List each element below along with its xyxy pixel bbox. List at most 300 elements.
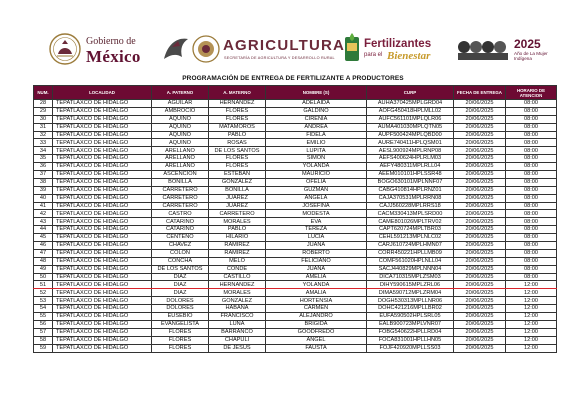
cell-a-materno: HABANA — [209, 305, 266, 313]
cell-curp: AEFS400624HPLRLM03 — [367, 155, 454, 163]
cell-horario: 12:00 — [506, 328, 557, 336]
cell-a-paterno: CARRETERO — [152, 202, 209, 210]
cell-num: 57 — [34, 328, 53, 336]
cell-fecha-entrega: 20/06/2025 — [454, 336, 506, 344]
cell-nombre: AMALIA — [266, 289, 367, 297]
cell-fecha-entrega: 20/06/2025 — [454, 100, 506, 108]
cell-horario: 08:00 — [506, 123, 557, 131]
cell-num: 52 — [34, 289, 53, 297]
column-header-horario: HORARIO DE ATENCION — [506, 86, 557, 100]
cell-fecha-entrega: 20/06/2025 — [454, 313, 506, 321]
cell-nombre: ANDREA — [266, 123, 367, 131]
cell-horario: 08:00 — [506, 178, 557, 186]
cell-localidad: TEPATLAXCO DE HIDALGO — [53, 155, 152, 163]
cell-a-materno: CHAPULI — [209, 336, 266, 344]
cell-horario: 08:00 — [506, 202, 557, 210]
cell-a-paterno: AQUINO — [152, 115, 209, 123]
table-row — [34, 297, 557, 305]
cell-localidad: TEPATLAXCO DE HIDALGO — [53, 163, 152, 171]
cell-fecha-entrega: 20/06/2025 — [454, 273, 506, 281]
cell-a-paterno: DE LOS SANTOS — [152, 265, 209, 273]
cell-localidad: TEPATLAXCO DE HIDALGO — [53, 273, 152, 281]
cell-a-materno: GONZALEZ — [209, 178, 266, 186]
cell-localidad: TEPATLAXCO DE HIDALGO — [53, 100, 152, 108]
cell-a-materno: RAMIREZ — [209, 242, 266, 250]
column-header-a-paterno: A. PATERNO — [152, 86, 209, 100]
cell-fecha-entrega: 20/06/2025 — [454, 226, 506, 234]
table-row — [34, 171, 557, 179]
cell-curp: CORR450221HPLLMB09 — [367, 249, 454, 257]
cell-curp: FOJF420920MPLLSS03 — [367, 344, 454, 352]
cell-a-materno: FLORES — [209, 107, 266, 115]
fertilizer-bag-icon — [343, 33, 361, 63]
table-body — [34, 100, 557, 353]
cell-a-paterno: AGUILAR — [152, 100, 209, 108]
cell-a-materno: HERNANDEZ — [209, 281, 266, 289]
cell-a-materno: CONDE — [209, 265, 266, 273]
cell-a-paterno: CARRETERO — [152, 186, 209, 194]
cell-num: 40 — [34, 194, 53, 202]
table-row — [34, 289, 557, 297]
cell-nombre: SIMON — [266, 155, 367, 163]
fertilizantes-bienestar-logo — [343, 28, 455, 78]
cell-nombre: MODESTA — [266, 210, 367, 218]
cell-nombre: CIRENIA — [266, 115, 367, 123]
cell-localidad: TEPATLAXCO DE HIDALGO — [53, 328, 152, 336]
table-row — [34, 328, 557, 336]
cell-fecha-entrega: 20/06/2025 — [454, 257, 506, 265]
cell-horario: 08:00 — [506, 234, 557, 242]
cell-curp: CAJA370531MPLRRN08 — [367, 194, 454, 202]
cell-a-paterno: ARELLANO — [152, 155, 209, 163]
cell-horario: 08:00 — [506, 249, 557, 257]
cell-num: 35 — [34, 155, 53, 163]
cell-a-paterno: AQUINO — [152, 131, 209, 139]
cell-num: 45 — [34, 234, 53, 242]
cell-fecha-entrega: 20/06/2025 — [454, 249, 506, 257]
cell-localidad: TEPATLAXCO DE HIDALGO — [53, 249, 152, 257]
cell-localidad: TEPATLAXCO DE HIDALGO — [53, 202, 152, 210]
table-row — [34, 163, 557, 171]
cell-localidad: TEPATLAXCO DE HIDALGO — [53, 265, 152, 273]
cell-curp: CARJ610724MPLHMN07 — [367, 242, 454, 250]
cell-localidad: TEPATLAXCO DE HIDALGO — [53, 289, 152, 297]
cell-num: 49 — [34, 265, 53, 273]
cell-localidad: TEPATLAXCO DE HIDALGO — [53, 218, 152, 226]
cell-fecha-entrega: 20/06/2025 — [454, 171, 506, 179]
cell-localidad: TEPATLAXCO DE HIDALGO — [53, 242, 152, 250]
cell-num: 42 — [34, 210, 53, 218]
gobierno-line1: Gobierno de — [86, 36, 136, 47]
cell-num: 30 — [34, 115, 53, 123]
cell-fecha-entrega: 20/06/2025 — [454, 305, 506, 313]
cell-curp: DIHY590615MPLZRL06 — [367, 281, 454, 289]
cell-fecha-entrega: 20/06/2025 — [454, 115, 506, 123]
table-row — [34, 155, 557, 163]
cell-a-materno: CARRETERO — [209, 210, 266, 218]
column-header-num: NUM. — [34, 86, 53, 100]
cell-num: 32 — [34, 131, 53, 139]
cell-nombre: GUZMAN — [266, 186, 367, 194]
table-row — [34, 265, 557, 273]
cell-num: 53 — [34, 297, 53, 305]
agricultura-seal-icon — [191, 34, 221, 64]
gobierno-line2: México — [86, 47, 141, 66]
cell-a-paterno: CENTENO — [152, 234, 209, 242]
cell-a-materno: BARRANCO — [209, 328, 266, 336]
cell-fecha-entrega: 20/06/2025 — [454, 328, 506, 336]
cell-a-paterno: CONCHA — [152, 257, 209, 265]
cell-a-materno: JUAREZ — [209, 194, 266, 202]
table-row — [34, 147, 557, 155]
cell-curp: AUHA370425MPLGRD04 — [367, 100, 454, 108]
cell-curp: FOBG540622HPLLRD04 — [367, 328, 454, 336]
cell-a-paterno: EUSEBIO — [152, 313, 209, 321]
table-row — [34, 210, 557, 218]
cell-nombre: HORTENSIA — [266, 297, 367, 305]
cell-num: 56 — [34, 320, 53, 328]
cell-a-paterno: EVANGELISTA — [152, 320, 209, 328]
cell-curp: EUFA590502HPLSRL05 — [367, 313, 454, 321]
cell-localidad: TEPATLAXCO DE HIDALGO — [53, 123, 152, 131]
cell-fecha-entrega: 20/06/2025 — [454, 163, 506, 171]
cell-horario: 12:00 — [506, 305, 557, 313]
table-row — [34, 320, 557, 328]
agricultura-title: AGRICULTURA — [223, 37, 346, 54]
table-row — [34, 100, 557, 108]
cell-curp: AURE740411HPLQSM01 — [367, 139, 454, 147]
cell-num: 43 — [34, 218, 53, 226]
cell-horario: 12:00 — [506, 344, 557, 352]
cell-curp: AOFG450418HPLMLL02 — [367, 107, 454, 115]
cell-a-materno: MATAMOROS — [209, 123, 266, 131]
document-title: PROGRAMACIÓN DE ENTREGA DE FERTILIZANTE A PRODUCTORES — [182, 75, 404, 82]
cell-a-paterno: AMBROCIO — [152, 107, 209, 115]
cell-a-materno: GONZALEZ — [209, 297, 266, 305]
table-header-row — [34, 86, 557, 100]
cell-a-paterno: BONILLA — [152, 178, 209, 186]
cell-curp: AESL900924MPLRNP08 — [367, 147, 454, 155]
cell-a-paterno: COLON — [152, 249, 209, 257]
cell-fecha-entrega: 20/06/2025 — [454, 320, 506, 328]
cell-fecha-entrega: 20/06/2025 — [454, 155, 506, 163]
cell-a-paterno: FLORES — [152, 328, 209, 336]
cell-fecha-entrega: 20/06/2025 — [454, 139, 506, 147]
table-row — [34, 273, 557, 281]
logo-header — [0, 28, 586, 78]
cell-a-materno: MORALES — [209, 289, 266, 297]
cell-nombre: ALEJANDRO — [266, 313, 367, 321]
mujer-indigena-2025-logo — [456, 28, 576, 78]
cell-horario: 08:00 — [506, 100, 557, 108]
cell-horario: 08:00 — [506, 218, 557, 226]
cell-a-paterno: ARELLANO — [152, 163, 209, 171]
cell-horario: 12:00 — [506, 297, 557, 305]
eagle-emblem-icon — [160, 33, 192, 65]
cell-horario: 12:00 — [506, 289, 557, 297]
cell-a-paterno: AQUINO — [152, 123, 209, 131]
indigenous-women-faces-icon — [456, 37, 510, 61]
cell-horario: 08:00 — [506, 107, 557, 115]
cell-num: 41 — [34, 202, 53, 210]
cell-a-materno: HERNANDEZ — [209, 100, 266, 108]
cell-nombre: FAUSTA — [266, 344, 367, 352]
cell-nombre: ADELAIDA — [266, 100, 367, 108]
cell-a-paterno: CHAVEZ — [152, 242, 209, 250]
cell-horario: 08:00 — [506, 273, 557, 281]
cell-nombre: LUPITA — [266, 147, 367, 155]
cell-localidad: TEPATLAXCO DE HIDALGO — [53, 194, 152, 202]
cell-fecha-entrega: 20/06/2025 — [454, 218, 506, 226]
cell-horario: 12:00 — [506, 336, 557, 344]
cell-num: 55 — [34, 313, 53, 321]
cell-a-paterno: CASTRO — [152, 210, 209, 218]
cell-a-materno: MORALES — [209, 218, 266, 226]
table-row — [34, 344, 557, 352]
delivery-schedule-table — [33, 85, 557, 353]
cell-a-materno: LUNA — [209, 320, 266, 328]
cell-localidad: TEPATLAXCO DE HIDALGO — [53, 186, 152, 194]
cell-nombre: LUCIA — [266, 234, 367, 242]
cell-horario: 08:00 — [506, 163, 557, 171]
cell-localidad: TEPATLAXCO DE HIDALGO — [53, 226, 152, 234]
cell-num: 33 — [34, 139, 53, 147]
cell-a-materno: FLORES — [209, 163, 266, 171]
cell-fecha-entrega: 20/06/2025 — [454, 344, 506, 352]
cell-localidad: TEPATLAXCO DE HIDALGO — [53, 131, 152, 139]
cell-curp: CABG410814HPLRNZ01 — [367, 186, 454, 194]
cell-curp: COMF561020HPLNLL04 — [367, 257, 454, 265]
cell-fecha-entrega: 20/06/2025 — [454, 107, 506, 115]
cell-num: 44 — [34, 226, 53, 234]
cell-nombre: JUANA — [266, 242, 367, 250]
cell-a-materno: RAMIREZ — [209, 249, 266, 257]
cell-localidad: TEPATLAXCO DE HIDALGO — [53, 344, 152, 352]
cell-a-materno: BONILLA — [209, 186, 266, 194]
table-row — [34, 234, 557, 242]
cell-a-paterno: ARELLANO — [152, 147, 209, 155]
column-header-curp: CURP — [367, 86, 454, 100]
cell-a-paterno: FLORES — [152, 344, 209, 352]
cell-nombre: ANGEL — [266, 336, 367, 344]
cell-a-materno: FLORES — [209, 155, 266, 163]
cell-nombre: EMILIO — [266, 139, 367, 147]
table-row — [34, 218, 557, 226]
table-row — [34, 186, 557, 194]
cell-num: 36 — [34, 163, 53, 171]
cell-nombre: FELICIANO — [266, 257, 367, 265]
column-header-a-materno: A. MATERNO — [209, 86, 266, 100]
cell-localidad: TEPATLAXCO DE HIDALGO — [53, 320, 152, 328]
table-row — [34, 313, 557, 321]
cell-fecha-entrega: 20/06/2025 — [454, 265, 506, 273]
cell-a-materno: JUAREZ — [209, 202, 266, 210]
cell-curp: AEFY480311MPLRLL04 — [367, 163, 454, 171]
cell-num: 34 — [34, 147, 53, 155]
cell-nombre: BRIGIDA — [266, 320, 367, 328]
cell-a-paterno: AQUINO — [152, 139, 209, 147]
cell-localidad: TEPATLAXCO DE HIDALGO — [53, 234, 152, 242]
table-row — [34, 131, 557, 139]
cell-horario: 08:00 — [506, 242, 557, 250]
national-seal-icon — [48, 32, 82, 66]
cell-nombre: YOLANDA — [266, 163, 367, 171]
cell-horario: 08:00 — [506, 186, 557, 194]
cell-nombre: AMELIA — [266, 273, 367, 281]
cell-localidad: TEPATLAXCO DE HIDALGO — [53, 147, 152, 155]
cell-nombre: TEREZA — [266, 226, 367, 234]
cell-num: 38 — [34, 178, 53, 186]
cell-num: 37 — [34, 171, 53, 179]
cell-nombre: OFELIA — [266, 178, 367, 186]
cell-horario: 08:00 — [506, 210, 557, 218]
column-header-nombre: NOMBRE (S) — [266, 86, 367, 100]
cell-nombre: CARMEN — [266, 305, 367, 313]
cell-curp: SACJ440829MPLNNN04 — [367, 265, 454, 273]
cell-horario: 08:00 — [506, 115, 557, 123]
cell-localidad: TEPATLAXCO DE HIDALGO — [53, 257, 152, 265]
cell-localidad: TEPATLAXCO DE HIDALGO — [53, 297, 152, 305]
cell-a-materno: ESTEBAN — [209, 171, 266, 179]
cell-horario: 08:00 — [506, 147, 557, 155]
cell-horario: 08:00 — [506, 265, 557, 273]
cell-nombre: GALDINO — [266, 107, 367, 115]
cell-horario: 08:00 — [506, 155, 557, 163]
mujer-caption: Año de La Mujer Indígena — [514, 51, 548, 62]
cell-a-materno: FLORES — [209, 115, 266, 123]
fertilizantes-line3: Bienestar — [387, 50, 431, 62]
cell-localidad: TEPATLAXCO DE HIDALGO — [53, 178, 152, 186]
table-row — [34, 257, 557, 265]
cell-horario: 08:00 — [506, 171, 557, 179]
cell-a-paterno: FLORES — [152, 336, 209, 344]
cell-horario: 08:00 — [506, 194, 557, 202]
cell-nombre: JUANA — [266, 265, 367, 273]
cell-curp: CAJJ560228MPLRRS18 — [367, 202, 454, 210]
cell-localidad: TEPATLAXCO DE HIDALGO — [53, 210, 152, 218]
cell-nombre: JOSEFINA — [266, 202, 367, 210]
cell-curp: FOCA831001HPLLHN05 — [367, 336, 454, 344]
cell-curp: AUMA401030MPLQTN05 — [367, 123, 454, 131]
table-row — [34, 139, 557, 147]
cell-curp: DIMA590712MPLZRM04 — [367, 289, 454, 297]
cell-curp: CAME801026MPLTRV02 — [367, 218, 454, 226]
cell-num: 28 — [34, 100, 53, 108]
cell-curp: EALB900723MPLVNR07 — [367, 320, 454, 328]
cell-num: 31 — [34, 123, 53, 131]
cell-curp: AUFC561101MPLQLR06 — [367, 115, 454, 123]
cell-curp: CEHL591213MPLNLC02 — [367, 234, 454, 242]
cell-a-paterno: DIAZ — [152, 289, 209, 297]
gobierno-de-mexico-logo — [48, 28, 188, 78]
column-header-fecha-entrega: FECHA DE ENTREGA — [454, 86, 506, 100]
cell-curp: DOGH530313MPLLNR06 — [367, 297, 454, 305]
cell-num: 46 — [34, 242, 53, 250]
cell-a-materno: MELO — [209, 257, 266, 265]
table-row — [34, 123, 557, 131]
cell-fecha-entrega: 20/06/2025 — [454, 202, 506, 210]
cell-horario: 12:00 — [506, 281, 557, 289]
cell-a-materno: FRANCISCO — [209, 313, 266, 321]
cell-curp: CACM330413MPLSRD00 — [367, 210, 454, 218]
cell-nombre: MAURICIO — [266, 171, 367, 179]
cell-localidad: TEPATLAXCO DE HIDALGO — [53, 336, 152, 344]
agricultura-logo — [191, 28, 346, 78]
cell-horario: 08:00 — [506, 131, 557, 139]
cell-horario: 12:00 — [506, 313, 557, 321]
cell-a-materno: DE LOS SANTOS — [209, 147, 266, 155]
cell-horario: 12:00 — [506, 320, 557, 328]
cell-curp: AEEM010101HPLSSR48 — [367, 171, 454, 179]
fertilizantes-line1: Fertilizantes — [364, 38, 432, 50]
mujer-year: 2025 — [514, 37, 541, 51]
cell-a-paterno: ASCENCION — [152, 171, 209, 179]
table-row — [34, 178, 557, 186]
cell-a-paterno: DOLORES — [152, 297, 209, 305]
cell-horario: 08:00 — [506, 139, 557, 147]
table-row — [34, 194, 557, 202]
cell-num: 58 — [34, 336, 53, 344]
cell-nombre: ANGELA — [266, 194, 367, 202]
cell-curp: AUPF500424MPLQBD00 — [367, 131, 454, 139]
cell-fecha-entrega: 20/06/2025 — [454, 131, 506, 139]
cell-a-paterno: DIAZ — [152, 281, 209, 289]
cell-a-paterno: CARRETERO — [152, 194, 209, 202]
cell-nombre: GOODFREDO — [266, 328, 367, 336]
cell-fecha-entrega: 20/06/2025 — [454, 242, 506, 250]
cell-fecha-entrega: 20/06/2025 — [454, 234, 506, 242]
cell-fecha-entrega: 20/06/2025 — [454, 297, 506, 305]
cell-localidad: TEPATLAXCO DE HIDALGO — [53, 115, 152, 123]
cell-localidad: TEPATLAXCO DE HIDALGO — [53, 139, 152, 147]
cell-num: 29 — [34, 107, 53, 115]
cell-horario: 08:00 — [506, 257, 557, 265]
cell-localidad: TEPATLAXCO DE HIDALGO — [53, 171, 152, 179]
table-row — [34, 336, 557, 344]
cell-a-paterno: DIAZ — [152, 273, 209, 281]
cell-fecha-entrega: 20/06/2025 — [454, 186, 506, 194]
cell-fecha-entrega: 20/06/2025 — [454, 210, 506, 218]
cell-localidad: TEPATLAXCO DE HIDALGO — [53, 305, 152, 313]
cell-fecha-entrega: 20/06/2025 — [454, 178, 506, 186]
cell-a-materno: ROSAS — [209, 139, 266, 147]
cell-a-materno: CASTILLO — [209, 273, 266, 281]
cell-curp: DICA710315MPLZSM03 — [367, 273, 454, 281]
cell-num: 50 — [34, 273, 53, 281]
cell-num: 47 — [34, 249, 53, 257]
table-row — [34, 249, 557, 257]
cell-nombre: FIDELA — [266, 131, 367, 139]
column-header-localidad: LOCALIDAD — [53, 86, 152, 100]
cell-fecha-entrega: 20/06/2025 — [454, 147, 506, 155]
cell-fecha-entrega: 20/06/2025 — [454, 123, 506, 131]
cell-num: 59 — [34, 344, 53, 352]
table-row — [34, 115, 557, 123]
cell-a-paterno: CATARINO — [152, 226, 209, 234]
cell-num: 51 — [34, 281, 53, 289]
cell-nombre: YOLANDA — [266, 281, 367, 289]
table-row — [34, 107, 557, 115]
cell-horario: 08:00 — [506, 226, 557, 234]
cell-num: 48 — [34, 257, 53, 265]
table-row — [34, 305, 557, 313]
table-row — [34, 202, 557, 210]
cell-a-materno: PABLO — [209, 131, 266, 139]
agricultura-subtitle: SECRETARÍA DE AGRICULTURA Y DESARROLLO RURAL — [224, 56, 335, 60]
cell-a-paterno: DOLORES — [152, 305, 209, 313]
cell-nombre: ROBERTO — [266, 249, 367, 257]
cell-a-materno: HILARIO — [209, 234, 266, 242]
